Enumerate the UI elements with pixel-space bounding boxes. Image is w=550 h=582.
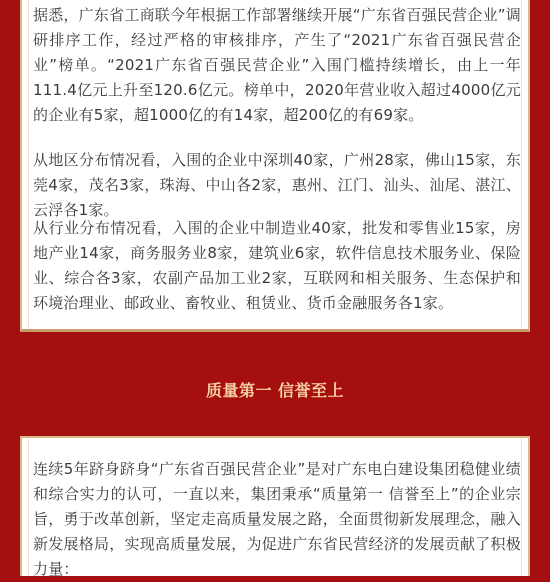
paragraph-region-distribution: 从地区分布情况看，入围的企业中深圳40家，广州28家，佛山15家，东莞4家，茂名3家，珠海、中山各2家，惠州、江门、汕头、汕尾、湛江、云浮各1家。 bbox=[33, 151, 521, 219]
section-title: 质量第一 信誉至上 bbox=[205, 381, 345, 400]
content-card-bottom bbox=[20, 436, 530, 576]
paragraph-ranking-overview: 据悉，广东省工商联今年根据工作部署继续开展“广东省百强民营企业”调研排序工作，经过严格的审核排序，产生了“2021广东省百强民营企业”榜单。“2021广东省百强民营企业”入围门槛持续增长，由上一年111.4亿元上升至120.6亿元。榜单中，2020年营业收入超过4000亿元的企业有5家，超1000亿的有14家，超200亿的有69家。 bbox=[33, 6, 521, 124]
paragraph-company-commitment: 连续5年跻身跻身“广东省百强民营企业”是对广东电白建设集团稳健业绩和综合实力的认可，一直以来，集团秉承“质量第一 信誉至上”的企业宗旨，勇于改革创新，坚定走高质量发展之路，全面贯彻新发展理念，融入新发展格局，实现高质量发展，为促进广东省民营经济的发展贡献了积极力量： bbox=[33, 460, 521, 578]
content-card-top bbox=[20, 0, 530, 332]
paragraph-industry-distribution: 从行业分布情况看，入围的企业中制造业40家，批发和零售业15家，房地产业14家，商务服务业8家，建筑业6家，软件信息技术服务业、保险业、综合各3家，农副产品加工业2家，互联网和相关服务、生态保护和环境治理业、邮政业、畜牧业、租赁业、货币金融服务各1家。 bbox=[33, 219, 521, 312]
